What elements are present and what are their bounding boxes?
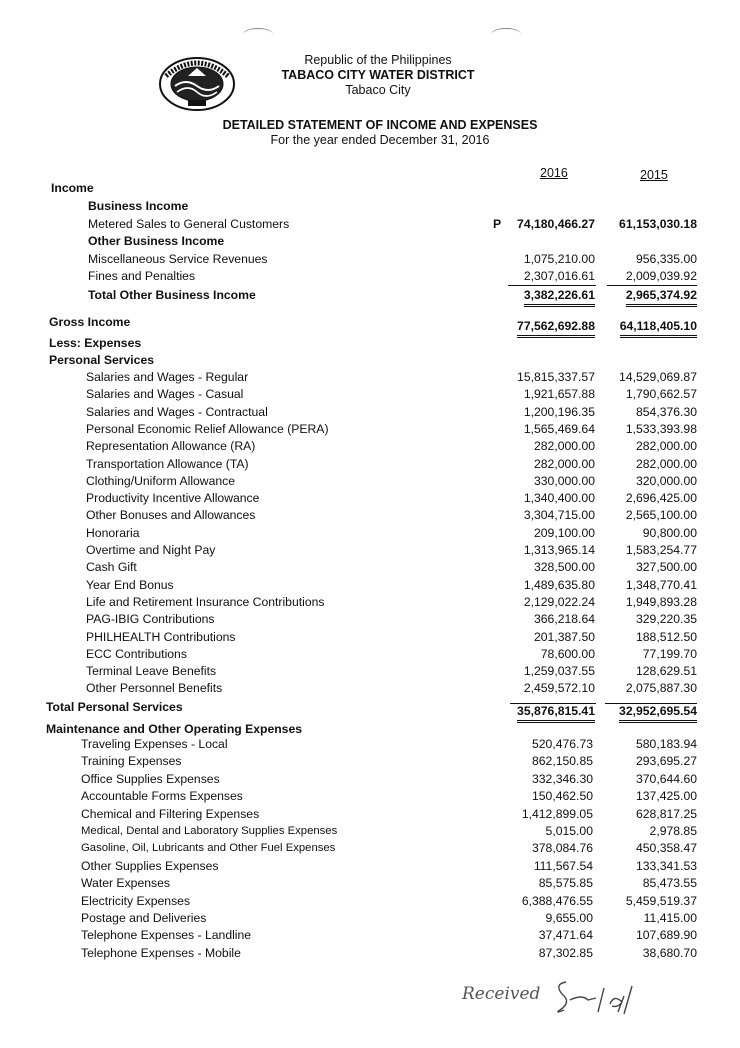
value-2015: 956,335.00 — [636, 252, 697, 266]
table-row — [0, 945, 740, 962]
republic-line: Republic of the Philippines — [304, 53, 452, 67]
value-2015: 133,341.53 — [636, 858, 697, 873]
less-expenses-heading: Less: Expenses — [49, 336, 142, 350]
personal-services-heading: Personal Services — [49, 353, 155, 367]
value-2016: 37,471.64 — [538, 928, 593, 943]
row-label: Honoraria — [86, 525, 140, 540]
total-other-row — [0, 287, 740, 304]
value-2016: 111,567.54 — [533, 858, 593, 873]
punch-hole-right — [491, 28, 521, 41]
table-row — [0, 788, 740, 805]
value-2016: 3,304,715.00 — [523, 508, 595, 523]
value-2015: 329,220.35 — [636, 612, 697, 627]
row-label: Chemical and Filtering Expenses — [81, 806, 260, 821]
other-business-income-row — [0, 233, 740, 250]
row-label: Traveling Expenses - Local — [81, 737, 228, 751]
value-2015: 128,629.51 — [636, 664, 697, 679]
table-row — [0, 858, 740, 875]
value-2015: 137,425.00 — [636, 789, 697, 804]
value-2016: 1,313,965.14 — [523, 543, 595, 557]
row-label: Personal Economic Relief Allowance (PERA) — [86, 421, 329, 436]
value-2015: 2,565,100.00 — [625, 508, 697, 523]
table-row — [0, 369, 740, 386]
value-2016: 1,075,210.00 — [523, 252, 595, 266]
row-label: Gross Income — [49, 315, 131, 329]
row-label: Transportation Allowance (TA) — [86, 456, 249, 471]
value-2015: 628,817.25 — [636, 806, 697, 821]
table-row — [0, 840, 740, 857]
table-row — [0, 753, 740, 770]
value-2016: 332,346.30 — [532, 771, 593, 786]
value-2016: 366,218.64 — [534, 612, 595, 627]
value-2016: 1,565,469.64 — [523, 421, 595, 436]
table-row — [0, 577, 740, 594]
less-expenses-row — [0, 335, 740, 352]
statement-period: For the year ended December 31, 2016 — [270, 133, 490, 147]
value-2016: 520,476.73 — [532, 737, 593, 751]
row-label: Postage and Deliveries — [81, 911, 207, 925]
value-2016: 1,489,635.80 — [523, 577, 595, 592]
value-2015: 61,153,030.18 — [619, 217, 697, 231]
value-2016: 330,000.00 — [534, 473, 595, 488]
row-label: Accountable Forms Expenses — [81, 789, 243, 804]
row-label: Life and Retirement Insurance Contributions — [86, 594, 325, 609]
value-2015: 282,000.00 — [636, 439, 697, 454]
value-2015: 2,009,039.92 — [625, 269, 697, 283]
value-2015: 64,118,405.10 — [620, 318, 697, 338]
row-label: Water Expenses — [81, 876, 170, 891]
table-row — [0, 646, 740, 663]
table-row — [0, 736, 740, 753]
table-row — [0, 823, 740, 840]
fines-row — [0, 268, 740, 285]
value-2015: 282,000.00 — [636, 456, 697, 471]
row-label: Office Supplies Expenses — [81, 771, 220, 786]
value-2016: 378,084.76 — [532, 841, 593, 856]
row-label: Productivity Incentive Allowance — [86, 491, 260, 506]
value-2016: 1,340,400.00 — [523, 491, 595, 506]
table-row — [0, 438, 740, 455]
value-2015: 320,000.00 — [636, 473, 697, 488]
punch-hole-left — [243, 28, 273, 41]
row-label: Total Other Business Income — [88, 288, 256, 302]
personal-services-heading-row — [0, 352, 740, 369]
mooe-heading: Maintenance and Other Operating Expenses — [46, 722, 303, 736]
table-row — [0, 542, 740, 559]
row-label: Gasoline, Oil, Lubricants and Other Fuel Expenses — [81, 842, 336, 855]
row-label: Year End Bonus — [86, 577, 174, 592]
value-2016: 2,307,016.61 — [523, 269, 595, 283]
value-2016: 74,180,466.27 — [517, 217, 595, 231]
table-row — [0, 404, 740, 421]
table-row — [0, 473, 740, 490]
value-2015: 2,978.85 — [649, 824, 697, 838]
table-row — [0, 629, 740, 646]
table-row — [0, 771, 740, 788]
row-label: ECC Contributions — [86, 646, 187, 661]
other-business-income-heading: Other Business Income — [88, 234, 225, 248]
value-2015: 2,075,887.30 — [625, 681, 697, 696]
row-label: Telephone Expenses - Landline — [81, 928, 252, 943]
value-2016: 1,921,657.88 — [523, 387, 595, 402]
row-label: Clothing/Uniform Allowance — [86, 473, 236, 488]
value-2016: 5,015.00 — [545, 824, 593, 838]
table-row — [0, 559, 740, 576]
value-2016: 3,382,226.61 — [524, 287, 595, 307]
table-row — [0, 875, 740, 892]
value-2016: 6,388,476.55 — [521, 893, 593, 908]
table-row — [0, 421, 740, 438]
value-2015: 32,952,695.54 — [619, 703, 697, 723]
row-label: Salaries and Wages - Contractual — [86, 404, 268, 419]
table-row — [0, 893, 740, 910]
subtotal-rule-2015 — [607, 285, 697, 286]
value-2016: 15,815,337.57 — [517, 370, 595, 384]
value-2016: 85,575.85 — [538, 876, 593, 891]
column-year-2015: 2015 — [640, 168, 668, 182]
business-income-heading: Business Income — [88, 199, 189, 213]
row-label: PAG-IBIG Contributions — [86, 612, 215, 627]
row-label: Miscellaneous Service Revenues — [88, 252, 268, 266]
value-2016: 328,500.00 — [534, 560, 595, 575]
handwritten-signature — [552, 974, 652, 1018]
row-label: Medical, Dental and Laboratory Supplies Expenses — [81, 825, 338, 837]
misc-service-row — [0, 251, 740, 268]
value-2015: 854,376.30 — [636, 404, 697, 419]
value-2015: 370,644.60 — [636, 771, 697, 786]
value-2015: 327,500.00 — [636, 560, 697, 575]
value-2015: 1,533,393.98 — [625, 421, 697, 436]
value-2016: 2,129,022.24 — [523, 594, 595, 609]
table-row — [0, 680, 740, 697]
agency-name: TABACO CITY WATER DISTRICT — [281, 68, 475, 82]
value-2015: 1,790,662.57 — [625, 387, 697, 402]
column-year-2016: 2016 — [540, 166, 568, 180]
value-2015: 188,512.50 — [636, 629, 697, 644]
value-2016: 282,000.00 — [534, 456, 595, 471]
table-row — [0, 594, 740, 611]
income-heading-row — [0, 180, 740, 197]
value-2015: 293,695.27 — [636, 754, 697, 769]
row-label: Metered Sales to General Customers — [88, 217, 290, 231]
total-personal-services-row — [0, 699, 740, 716]
value-2015: 450,358.47 — [636, 841, 697, 856]
currency-symbol: P — [493, 217, 502, 231]
table-row — [0, 507, 740, 524]
value-2015: 90,800.00 — [642, 525, 697, 540]
value-2015: 77,199.70 — [642, 646, 697, 661]
handwritten-received-note: Received — [462, 984, 541, 1004]
row-label: Total Personal Services — [46, 700, 183, 714]
value-2015: 1,348,770.41 — [625, 577, 697, 592]
value-2016: 78,600.00 — [540, 646, 595, 661]
table-row — [0, 927, 740, 944]
value-2016: 209,100.00 — [534, 525, 595, 540]
table-row — [0, 386, 740, 403]
value-2015: 580,183.94 — [636, 737, 697, 751]
table-row — [0, 663, 740, 680]
row-label: Other Supplies Expenses — [81, 858, 219, 873]
value-2015: 1,949,893.28 — [625, 594, 697, 609]
row-label: Terminal Leave Benefits — [86, 664, 217, 679]
value-2016: 87,302.85 — [538, 945, 593, 960]
value-2016: 2,459,572.10 — [523, 681, 595, 696]
table-row — [0, 525, 740, 542]
value-2016: 150,462.50 — [532, 789, 593, 804]
row-label: Fines and Penalties — [88, 269, 196, 283]
metered-sales-row — [0, 216, 740, 233]
value-2015: 85,473.55 — [642, 876, 697, 891]
row-label: Other Personnel Benefits — [86, 681, 223, 696]
value-2015: 2,965,374.92 — [626, 287, 697, 307]
value-2015: 2,696,425.00 — [625, 491, 697, 506]
value-2015: 107,689.90 — [636, 928, 697, 943]
value-2015: 14,529,069.87 — [619, 370, 697, 384]
row-label: Representation Allowance (RA) — [86, 439, 256, 454]
table-row — [0, 611, 740, 628]
value-2016: 9,655.00 — [545, 911, 593, 925]
subtotal-rule-2016 — [508, 285, 596, 286]
row-label: PHILHEALTH Contributions — [86, 629, 236, 644]
income-heading: Income — [51, 181, 94, 195]
row-label: Other Bonuses and Allowances — [86, 508, 256, 523]
table-row — [0, 456, 740, 473]
value-2015: 38,680.70 — [642, 945, 697, 960]
value-2015: 5,459,519.37 — [625, 893, 697, 908]
table-row — [0, 490, 740, 507]
value-2016: 1,200,196.35 — [523, 404, 595, 419]
value-2016: 1,412,899.05 — [521, 806, 593, 821]
value-2016: 35,876,815.41 — [517, 703, 595, 723]
row-label: Cash Gift — [86, 560, 137, 575]
statement-title: DETAILED STATEMENT OF INCOME AND EXPENSES — [222, 118, 538, 132]
row-label: Salaries and Wages - Casual — [86, 387, 244, 402]
gross-income-row — [0, 314, 740, 331]
value-2016: 201,387.50 — [534, 629, 595, 644]
table-row — [0, 806, 740, 823]
value-2015: 1,583,254.77 — [625, 543, 697, 557]
value-2016: 282,000.00 — [534, 439, 595, 454]
row-label: Salaries and Wages - Regular — [86, 370, 249, 384]
agency-city: Tabaco City — [345, 83, 411, 97]
value-2015: 11,415.00 — [643, 911, 697, 925]
business-income-row — [0, 198, 740, 215]
value-2016: 862,150.85 — [532, 754, 593, 769]
row-label: Training Expenses — [81, 754, 182, 769]
table-row — [0, 910, 740, 927]
row-label: Overtime and Night Pay — [86, 543, 216, 557]
row-label: Electricity Expenses — [81, 893, 191, 908]
value-2016: 77,562,692.88 — [517, 318, 595, 338]
row-label: Telephone Expenses - Mobile — [81, 945, 241, 960]
value-2016: 1,259,037.55 — [523, 664, 595, 679]
